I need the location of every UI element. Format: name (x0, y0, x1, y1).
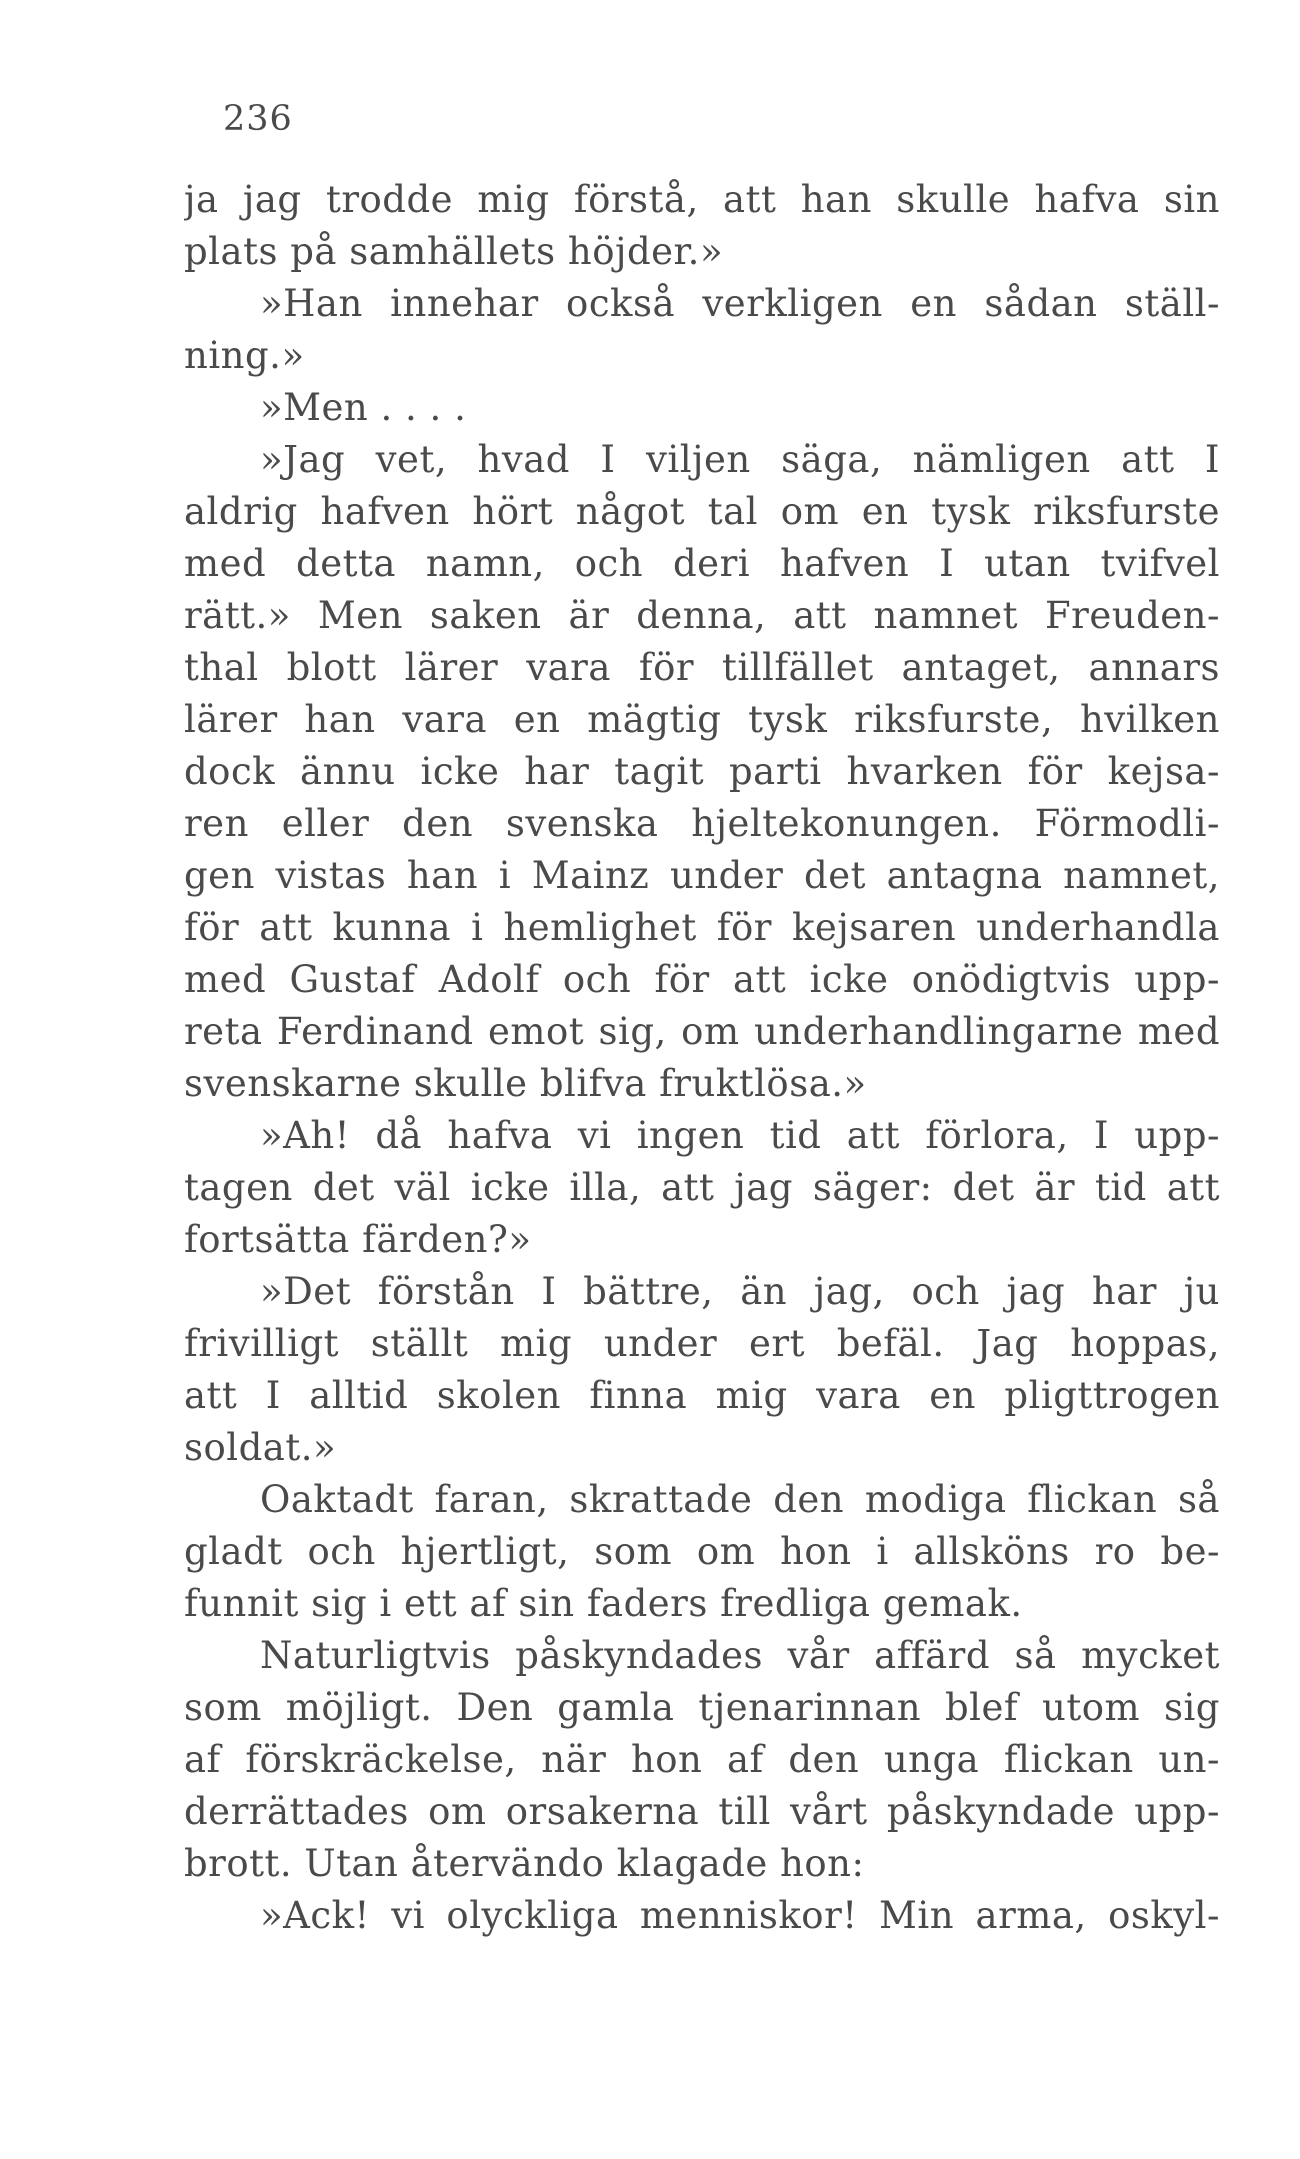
text-line: »Ah! då hafva vi ingen tid att förlora, I upp- (260, 1114, 1220, 1157)
text-line: med detta namn, och deri hafven I utan tvifvel (184, 542, 1220, 585)
text-line: ja jag trodde mig förstå, att han skulle hafva sin (184, 178, 1220, 221)
text-line: Oaktadt faran, skrattade den modiga flickan så (260, 1478, 1220, 1521)
text-line: reta Ferdinand emot sig, om underhandlingarne med (184, 1010, 1220, 1053)
text-line: »Jag vet, hvad I viljen säga, nämligen att I (260, 438, 1220, 481)
text-line: gladt och hjertligt, som om hon i allsköns ro be- (184, 1530, 1220, 1573)
text-line: »Han innehar också verkligen en sådan ställ- (260, 282, 1220, 325)
text-line: thal blott lärer vara för tillfället antaget, annars (184, 646, 1220, 689)
text-line: aldrig hafven hört något tal om en tysk riksfurste (184, 490, 1220, 533)
text-line: Naturligtvis påskyndades vår affärd så mycket (260, 1634, 1220, 1677)
text-line: svenskarne skulle blifva fruktlösa.» (184, 1062, 867, 1105)
text-line: för att kunna i hemlighet för kejsaren underhandla (184, 906, 1220, 949)
text-line: af förskräckelse, när hon af den unga flickan un- (184, 1738, 1220, 1781)
text-line: tagen det väl icke illa, att jag säger: det är tid att (184, 1166, 1220, 1209)
text-line: »Men . . . . (260, 386, 467, 429)
text-line: plats på samhällets höjder.» (184, 230, 724, 273)
text-line: gen vistas han i Mainz under det antagna namnet, (184, 854, 1220, 897)
page-number: 236 (223, 99, 293, 139)
text-line: brott. Utan återvändo klagade hon: (184, 1842, 865, 1885)
text-line: fortsätta färden?» (184, 1218, 532, 1261)
text-line: frivilligt ställt mig under ert befäl. Jag hoppas, (184, 1322, 1220, 1365)
text-line: som möjligt. Den gamla tjenarinnan blef utom sig (184, 1686, 1220, 1729)
text-line: lärer han vara en mägtig tysk riksfurste, hvilken (184, 698, 1220, 741)
text-line: funnit sig i ett af sin faders fredliga gemak. (184, 1582, 1023, 1625)
text-line: ren eller den svenska hjeltekonungen. Förmodli- (184, 802, 1220, 845)
text-line: derrättades om orsakerna till vårt påskyndade upp- (184, 1790, 1220, 1833)
text-line: att I alltid skolen finna mig vara en pligttrogen (184, 1374, 1220, 1417)
body-text (184, 174, 1220, 1942)
text-line: rätt.» Men saken är denna, att namnet Freuden- (184, 594, 1220, 637)
text-line: »Det förstån I bättre, än jag, och jag har ju (260, 1270, 1220, 1313)
text-line: ning.» (184, 334, 305, 377)
text-line: dock ännu icke har tagit parti hvarken för kejsa- (184, 750, 1220, 793)
text-line: »Ack! vi olyckliga menniskor! Min arma, oskyl- (260, 1894, 1220, 1937)
text-line: soldat.» (184, 1426, 337, 1469)
text-line: med Gustaf Adolf och för att icke onödigtvis upp- (184, 958, 1220, 1001)
